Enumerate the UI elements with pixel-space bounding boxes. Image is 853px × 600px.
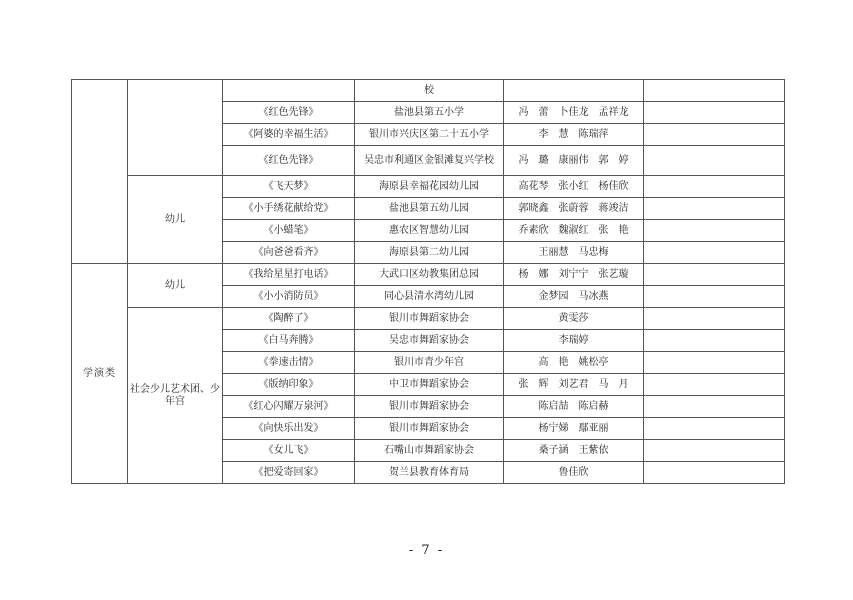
- teachers-cell: 高 艳 姚松亭: [504, 352, 644, 374]
- teachers-cell: 杨 娜 刘宁宁 张艺璇: [504, 264, 644, 286]
- teachers-cell: 冯 璐 康丽伟 郭 婷: [504, 146, 644, 176]
- group-cell-upper: [128, 80, 223, 176]
- program-cell: 《飞天梦》: [223, 176, 355, 198]
- table-row: [72, 176, 785, 198]
- unit-cell: 银川市兴庆区第二十五小学: [355, 124, 504, 146]
- teachers-cell: 高花琴 张小红 杨佳欣: [504, 176, 644, 198]
- remarks-cell: [644, 220, 785, 242]
- remarks-cell: [644, 264, 785, 286]
- remarks-cell: [644, 80, 785, 102]
- unit-cell: 银川市舞蹈家协会: [355, 396, 504, 418]
- group-cell-kindergarten: 幼儿: [128, 176, 223, 264]
- unit-cell: 海原县幸福花园幼儿园: [355, 176, 504, 198]
- remarks-cell: [644, 198, 785, 220]
- unit-cell: 校: [355, 80, 504, 102]
- remarks-cell: [644, 330, 785, 352]
- program-cell: 《红色先锋》: [223, 146, 355, 176]
- program-cell: 《小蜡笔》: [223, 220, 355, 242]
- table-row: [72, 264, 785, 286]
- teachers-cell: [504, 80, 644, 102]
- remarks-cell: [644, 286, 785, 308]
- remarks-cell: [644, 374, 785, 396]
- table-row: [72, 308, 785, 330]
- remarks-cell: [644, 176, 785, 198]
- teachers-cell: 桑子涵 王紫依: [504, 440, 644, 462]
- teachers-cell: 李 慧 陈瑞萍: [504, 124, 644, 146]
- category-cell-upper: [72, 80, 128, 264]
- group-cell-youth-art: 社会少儿艺术团、少年宫: [128, 308, 223, 484]
- teachers-cell: 张 辉 刘艺君 马 月: [504, 374, 644, 396]
- unit-cell: 大武口区幼教集团总园: [355, 264, 504, 286]
- program-cell: 《把爱寄回家》: [223, 462, 355, 484]
- unit-cell: 银川市舞蹈家协会: [355, 418, 504, 440]
- program-cell: 《阿婆的幸福生活》: [223, 124, 355, 146]
- teachers-cell: 鲁佳欣: [504, 462, 644, 484]
- remarks-cell: [644, 124, 785, 146]
- program-cell: 《红心闪耀万泉河》: [223, 396, 355, 418]
- unit-cell: 石嘴山市舞蹈家协会: [355, 440, 504, 462]
- remarks-cell: [644, 352, 785, 374]
- teachers-cell: 乔素欣 魏淑红 张 艳: [504, 220, 644, 242]
- program-cell: 《红色先锋》: [223, 102, 355, 124]
- remarks-cell: [644, 102, 785, 124]
- remarks-cell: [644, 242, 785, 264]
- program-cell: 《女儿飞》: [223, 440, 355, 462]
- unit-cell: 贺兰县教育体育局: [355, 462, 504, 484]
- teachers-cell: 李瑞婷: [504, 330, 644, 352]
- remarks-cell: [644, 308, 785, 330]
- teachers-cell: 黄雯莎: [504, 308, 644, 330]
- unit-cell: 盐池县第五幼儿园: [355, 198, 504, 220]
- category-cell: 学演类: [72, 264, 128, 484]
- page-number: - 7 -: [408, 543, 445, 558]
- unit-cell: 海原县第二幼儿园: [355, 242, 504, 264]
- remarks-cell: [644, 462, 785, 484]
- teachers-cell: 陈启喆 陈启赫: [504, 396, 644, 418]
- program-cell: [223, 80, 355, 102]
- program-cell: 《我给星星打电话》: [223, 264, 355, 286]
- table-row: [72, 80, 785, 102]
- program-cell: 《向快乐出发》: [223, 418, 355, 440]
- unit-cell: 中卫市舞蹈家协会: [355, 374, 504, 396]
- remarks-cell: [644, 440, 785, 462]
- teachers-cell: 金梦园 马冰燕: [504, 286, 644, 308]
- unit-cell: 吴忠市舞蹈家协会: [355, 330, 504, 352]
- unit-cell: 惠农区智慧幼儿园: [355, 220, 504, 242]
- unit-cell: 同心县清水湾幼儿园: [355, 286, 504, 308]
- group-cell-kindergarten: 幼儿: [128, 264, 223, 308]
- teachers-cell: 杨宁娣 鄢亚丽: [504, 418, 644, 440]
- remarks-cell: [644, 396, 785, 418]
- awards-table: [71, 79, 785, 484]
- unit-cell: 银川市青少年宫: [355, 352, 504, 374]
- program-cell: 《向爸爸看齐》: [223, 242, 355, 264]
- remarks-cell: [644, 146, 785, 176]
- unit-cell: 吴忠市利通区金银滩复兴学校: [355, 146, 504, 176]
- program-cell: 《白马奔腾》: [223, 330, 355, 352]
- remarks-cell: [644, 418, 785, 440]
- unit-cell: 盐池县第五小学: [355, 102, 504, 124]
- teachers-cell: 郭晓鑫 张蔚蓉 蒋竣洁: [504, 198, 644, 220]
- teachers-cell: 王丽慧 马忠梅: [504, 242, 644, 264]
- program-cell: 《小小消防员》: [223, 286, 355, 308]
- teachers-cell: 冯 蕾 卜佳龙 孟祥龙: [504, 102, 644, 124]
- program-cell: 《版纳印象》: [223, 374, 355, 396]
- program-cell: 《小手绣花献给党》: [223, 198, 355, 220]
- unit-cell: 银川市舞蹈家协会: [355, 308, 504, 330]
- program-cell: 《陶醉了》: [223, 308, 355, 330]
- program-cell: 《拳速击情》: [223, 352, 355, 374]
